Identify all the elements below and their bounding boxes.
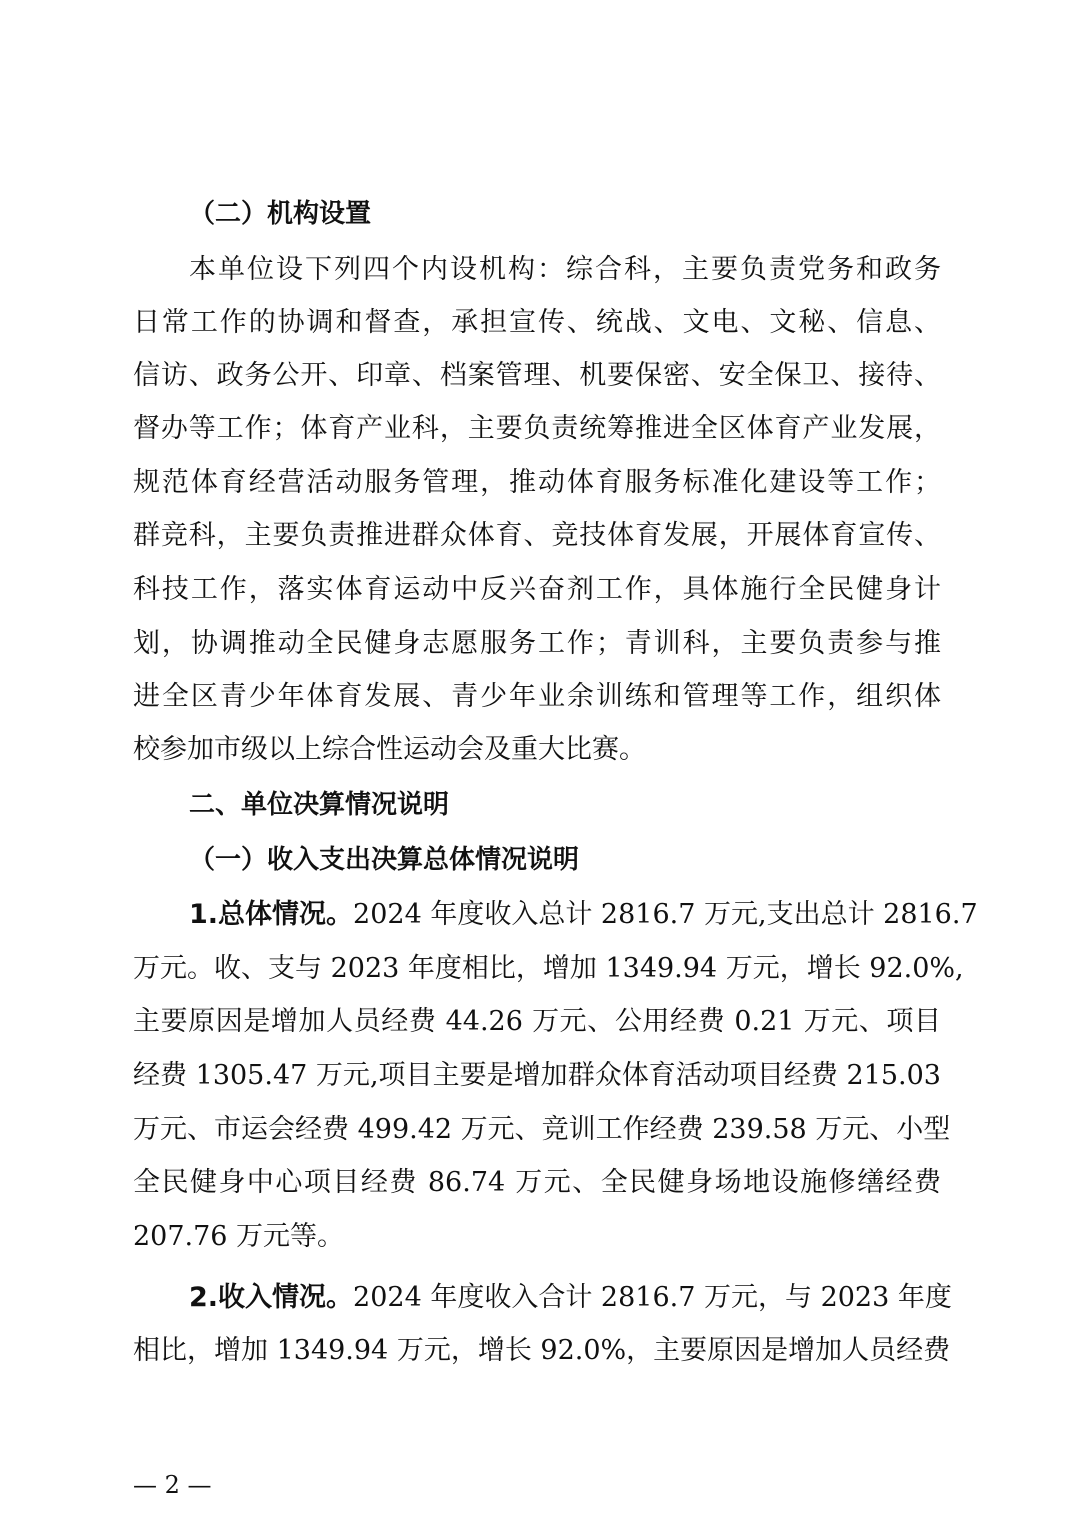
paragraph-line: 万元、市运会经费 499.42 万元、竞训工作经费 239.58 万元、小型 [133,1114,951,1145]
paragraph-line: 规范体育经营活动服务管理，推动体育服务标准化建设等工作； [133,467,941,498]
paragraph-line: 进全区青少年体育发展、青少年业余训练和管理等工作，组织体 [133,681,941,712]
paragraph-line: 相比，增加 1349.94 万元，增长 92.0%，主要原因是增加人员经费 [133,1335,951,1366]
income-label: 2.收入情况。 [189,1282,354,1313]
chapter-heading: 二、单位决算情况说明 [189,790,450,820]
paragraph-line: 全民健身中心项目经费 86.74 万元、全民健身场地设施修缮经费 [133,1167,941,1198]
paragraph-line: 科技工作，落实体育运动中反兴奋剂工作，具体施行全民健身计 [133,574,941,605]
page-number: — 2 — [133,1471,212,1499]
paragraph-line: 群竞科，主要负责推进群众体育、竞技体育发展，开展体育宣传、 [133,520,941,551]
paragraph-line: 划，协调推动全民健身志愿服务工作；青训科，主要负责参与推 [133,628,941,659]
paragraph-line: 主要原因是增加人员经费 44.26 万元、公用经费 0.21 万元、项目 [133,1006,941,1037]
paragraph-line: 日常工作的协调和督查，承担宣传、统战、文电、文秘、信息、 [133,307,941,338]
paragraph-line: 督办等工作；体育产业科，主要负责统筹推进全区体育产业发展， [133,413,941,444]
paragraph-line: 本单位设下列四个内设机构：综合科，主要负责党务和政务 [189,254,941,285]
paragraph-line: 207.76 万元等。 [133,1221,345,1252]
paragraph-line: 信访、政务公开、印章、档案管理、机要保密、安全保卫、接待、 [133,360,941,391]
paragraph-line: 经费 1305.47 万元,项目主要是增加群众体育活动项目经费 215.03 [133,1060,941,1091]
overall-label: 1.总体情况。 [189,899,354,930]
income-text: 2024 年度收入合计 2816.7 万元，与 2023 年度 [353,1282,952,1313]
overall-first-line [189,897,978,933]
overall-text: 2024 年度收入总计 2816.7 万元,支出总计 2816.7 [353,899,978,930]
paragraph-line: 校参加市级以上综合性运动会及重大比赛。 [133,734,646,765]
sub-heading-income-expense: （一）收入支出决算总体情况说明 [189,845,580,875]
paragraph-line: 万元。收、支与 2023 年度相比，增加 1349.94 万元，增长 92.0%, [133,953,964,984]
section-heading-org: （二）机构设置 [189,199,372,229]
income-first-line [189,1280,952,1316]
